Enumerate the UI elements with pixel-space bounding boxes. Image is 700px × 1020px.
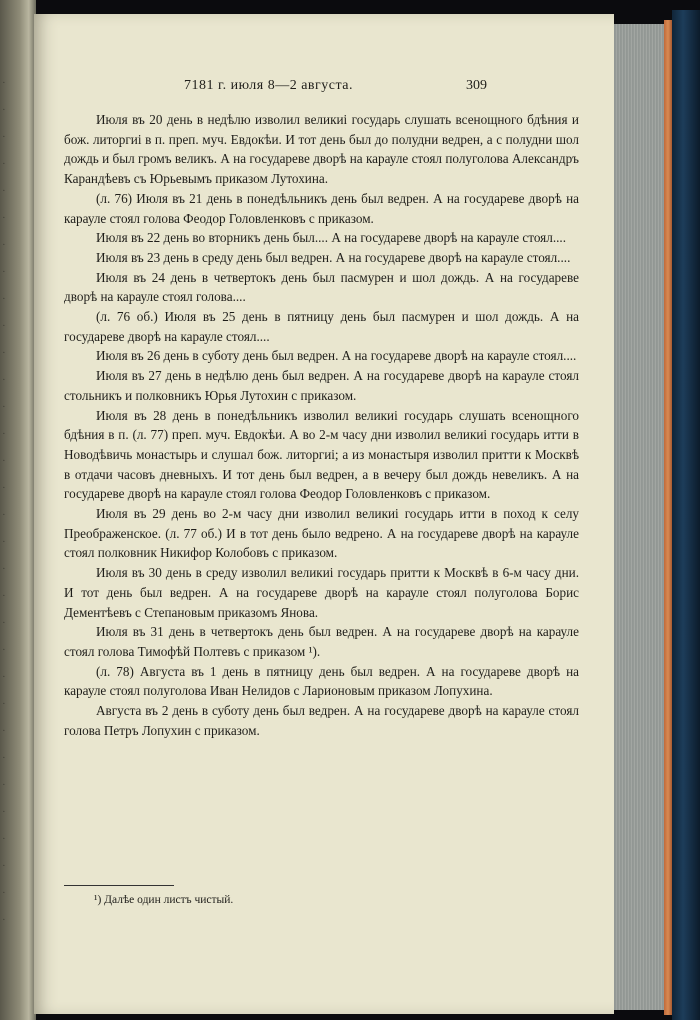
running-header [34,78,614,100]
paragraph: (л. 76 об.) Июля въ 25 день в пятницу день был пасмурен и шол дождь. А на государеве дворѣ на карауле стоял.... [64,309,579,344]
book-page [34,14,614,1014]
paragraph: Июля въ 26 день в суботу день был ведрен. А на государеве дворѣ на карауле стоял.... [96,348,577,364]
running-title: 7181 г. июля 8—2 августа. [184,78,353,93]
paragraph: Июля въ 20 день в недѣлю изволил великиі государь слушать всенощного бдѣния и бож. литоргиі в п. преп. муч. Евдокѣи. И тот день был до полудни ведрен, а с полудни шол дождь и был громъ великъ. А на государеве дворѣ на карауле стоял полуголова Александръ Карандѣевъ съ Юрьевымъ приказом Лутохина. [64,112,579,187]
paragraph: Августа въ 2 день в суботу день был ведрен. А на государеве дворѣ на карауле стоял голова Петръ Лопухин с приказом. [64,703,579,738]
page-body [64,110,579,741]
paragraph: Июля въ 31 день в четвертокъ день был ведрен. А на государеве дворѣ на карауле стоял голова Тимофѣй Полтевъ с приказом ¹). [64,624,579,659]
paragraph: Июля въ 22 день во вторникъ день был.... А на государеве дворѣ на карауле стоял.... [96,230,567,246]
left-page-text-fragments: · · · · · · · · · · · · · · · · · · · · · · · · · · · · · · · · [2,77,6,926]
paragraph: (л. 76) Июля въ 21 день в понедѣльникъ день был ведрен. А на государеве дворѣ на карауле стоял голова Феодор Головленковъ с приказом. [64,190,579,226]
page-edges-colored [664,20,672,1015]
paragraph: Июля въ 23 день в среду день был ведрен. А на государеве дворѣ на карауле стоял.... [96,249,571,265]
paragraph: Июля въ 24 день в четвертокъ день был пасмурен и шол дождь. А на государеве дворѣ на карауле стоял голова.... [64,269,579,305]
paragraph: Июля въ 29 день во 2-м часу дни изволил великиі государь итти в поход к селу Преображенское. (л. 77 об.) И в тот день было ведрено. А на государеве дворѣ на карауле стоял полковник Никифор Колобовъ с приказом. [64,506,579,561]
paragraph: Июля въ 30 день в среду изволил великиі государь притти к Москвѣ в 6-м часу дни. И тот день был ведрен. А на государеве дворѣ на карауле стоял полуголова Борис Дементѣевъ с Степановым приказомъ Янова. [64,565,579,620]
footnote-divider [64,885,174,886]
book-cover-edge [672,10,700,1020]
paragraph: Июля въ 27 день в недѣлю день был ведрен. А на государеве дворѣ на карауле стоял стольникъ и полковникъ Юрья Лутохин с приказом. [64,368,579,403]
paragraph: (л. 78) Августа въ 1 день в пятницу день был ведрен. А на государеве дворѣ на карауле стоял полуголова Иван Нелидов с Ларионовым приказом Лопухина. [64,663,579,699]
paragraph: Июля въ 28 день в понедѣльникъ изволил великиі государь слушать всенощного бдѣния в п. (л. 77) преп. муч. Евдокѣи. А во 2-м часу дни изволил великиі государь итти в Новодѣвичь монастырь и слушал бож. литоргиі; а из монастыря изволил притти к Москвѣ в отдачи часовъ дневныхъ. И тот день был ведрен, а в вечеру был дождь невеликъ. А на государеве дворѣ на карауле стоял голова Феодор Головленковъ с приказом. [64,407,579,502]
left-adjacent-page [0,0,36,1020]
page-number: 309 [466,78,487,93]
footnote: ¹) Далѣе один листъ чистый. [94,894,234,906]
